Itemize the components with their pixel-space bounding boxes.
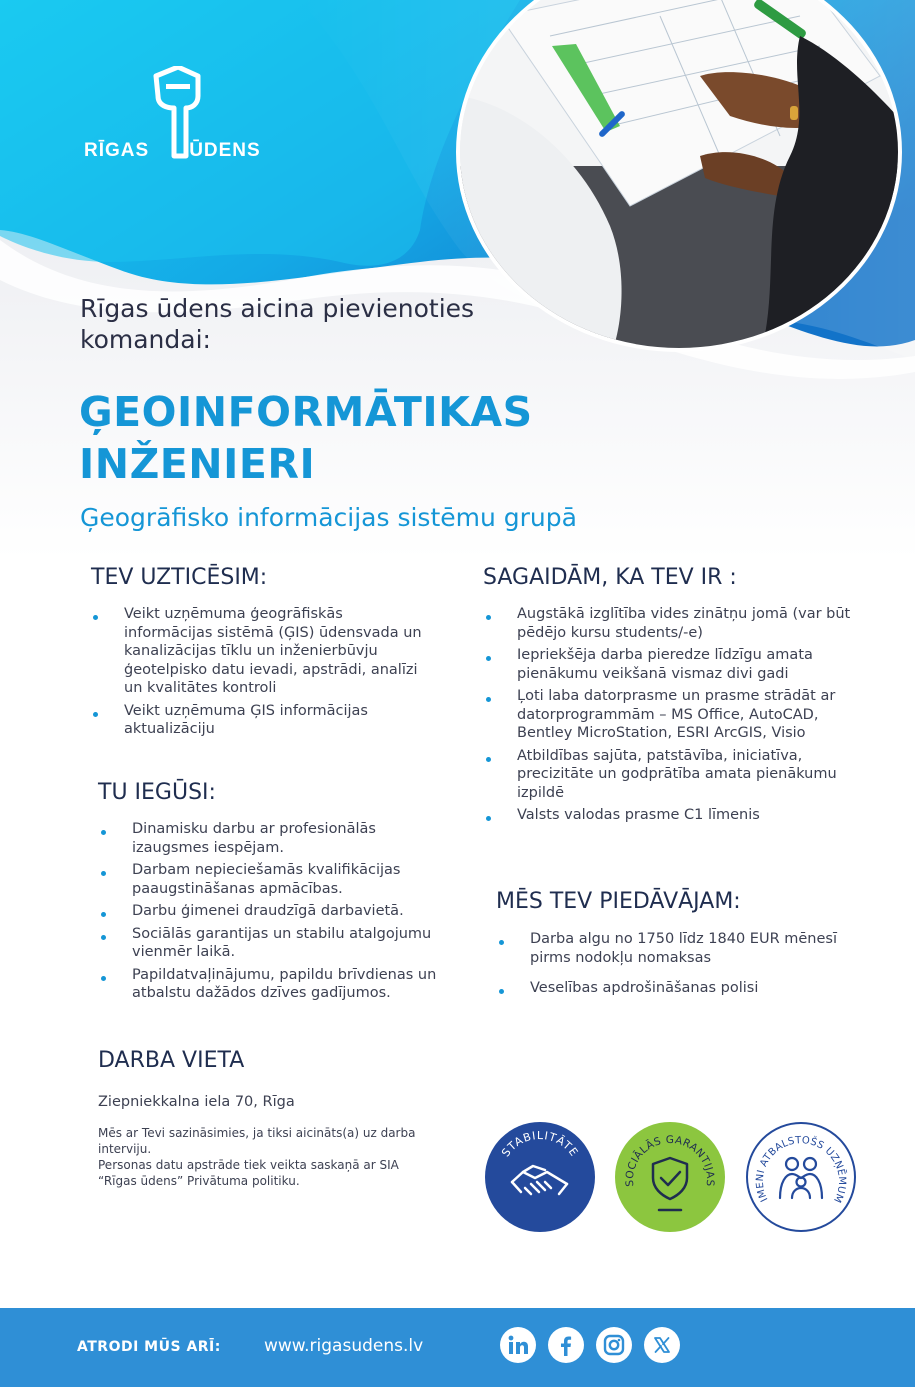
social-guarantees-badge xyxy=(615,1122,725,1232)
list-item: Sociālās garantijas un stabilu atalgojumu vienmēr laikā. xyxy=(98,925,443,962)
footer-label: ATRODI MŪS ARĪ: xyxy=(77,1339,221,1355)
list-item: Veikt uzņēmuma ģeogrāfiskās informācijas sistēmā (ĢIS) ūdensvada un kanalizācijas tīklu un inženierbūvju ģeotelpisko datu ievadi, apstrādi, analīzi un kvalitātes kontroli xyxy=(90,605,435,698)
requirements-heading: SAGAIDĀM, KA TEV IR : xyxy=(483,565,737,590)
list-item: Veikt uzņēmuma ĢIS informācijas aktualizāciju xyxy=(90,702,435,739)
privacy-note: Personas datu apstrāde tiek veikta saskaņā ar SIA “Rīgas ūdens” Privātuma politiku. xyxy=(98,1158,399,1188)
x-icon[interactable] xyxy=(644,1327,680,1363)
footer-bar xyxy=(0,1308,915,1387)
tasks-heading: TEV UZTICĒSIM: xyxy=(91,565,268,590)
job-subtitle: Ģeogrāfisko informācijas sistēmu grupā xyxy=(80,503,577,532)
logo-wordmark: RĪGAS ŪDENS xyxy=(84,140,261,161)
list-item: Darba algu no 1750 līdz 1840 EUR mēnesī pirms nodokļu nomaksas xyxy=(496,930,856,967)
tasks-list xyxy=(90,605,435,743)
rigas-udens-logo xyxy=(80,66,280,176)
family-badge-text: IMENI ATBALSTOŠS UZŅĒMUM xyxy=(754,1135,848,1205)
requirements-list xyxy=(483,605,868,829)
social-badge-text: SOCIĀLĀS GARANTIJAS xyxy=(623,1133,717,1188)
linkedin-icon[interactable] xyxy=(500,1327,536,1363)
workplace-heading: DARBA VIETA xyxy=(98,1048,245,1073)
instagram-icon[interactable] xyxy=(596,1327,632,1363)
list-item: Darbu ģimenei draudzīgā darbavietā. xyxy=(98,902,443,921)
job-title-line1: ĢEOINFORMĀTIKAS xyxy=(79,388,533,436)
gains-list xyxy=(98,820,443,1007)
list-item: Atbildības sajūta, patstāvība, iniciatīva, precizitāte un godprātība amata pienākumu izpildē xyxy=(483,747,868,803)
family-friendly-badge xyxy=(746,1122,856,1232)
stability-badge xyxy=(485,1122,595,1232)
intro-text: Rīgas ūdens aicina pievienoties komandai: xyxy=(80,294,475,354)
list-item: Papildatvaļinājumu, papildu brīvdienas un atbalstu dažādos dzīves gadījumos. xyxy=(98,966,443,1003)
website-link[interactable]: www.rigasudens.lv xyxy=(264,1336,424,1356)
list-item: Dinamisku darbu ar profesionālās izaugsmes iespējam. xyxy=(98,820,443,857)
contact-note: Mēs ar Tevi sazināsimies, ja tiksi aicināts(a) uz darba interviju. xyxy=(98,1126,416,1156)
offer-heading: MĒS TEV PIEDĀVĀJAM: xyxy=(496,889,741,914)
gains-heading: TU IEGŪSI: xyxy=(98,780,216,805)
job-title xyxy=(79,386,699,490)
job-title-line2: INŽENIERI xyxy=(79,440,316,488)
workplace-note xyxy=(98,1125,428,1189)
offer-list xyxy=(496,930,856,1002)
list-item: Iepriekšēja darba pieredze līdzīgu amata pienākumu veikšanā vismaz divi gadi xyxy=(483,646,868,683)
facebook-icon[interactable] xyxy=(548,1327,584,1363)
list-item: Darbam nepieciešamās kvalifikācijas paaugstināšanas apmācības. xyxy=(98,861,443,898)
list-item: Augstākā izglītība vides zinātņu jomā (var būt pēdējo kursu students/-e) xyxy=(483,605,868,642)
stability-badge-text: STABILITĀTE xyxy=(499,1128,581,1160)
list-item: Valsts valodas prasme C1 līmenis xyxy=(483,806,868,825)
workplace-address: Ziepniekkalna iela 70, Rīga xyxy=(98,1094,295,1110)
list-item: Ļoti laba datorprasme un prasme strādāt ar datorprogrammām – MS Office, AutoCAD, Bentley MicroStation, ESRI ArcGIS, Visio xyxy=(483,687,868,743)
list-item: Veselības apdrošināšanas polisi xyxy=(496,979,856,998)
